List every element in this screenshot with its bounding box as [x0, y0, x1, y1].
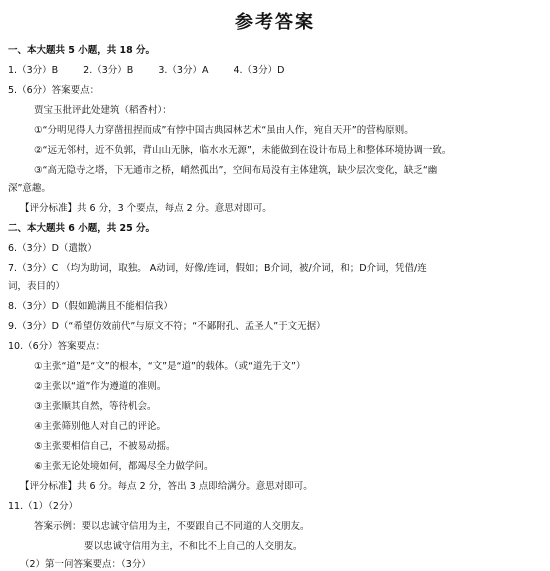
- answer-q2: 2.（3分）B: [83, 65, 134, 76]
- answer-q3: 3.（3分）A: [158, 65, 209, 76]
- q5-point-3: ③“高无隐寺之塔，下无通市之桥，峭然孤出”，空间布局没有主体建筑，缺少层次变化，缺乏“幽: [34, 165, 438, 176]
- q5-point-2: ②“远无邻村，近不负郭，背山山无脉，临水水无源”，未能做到在设计布局上和整体环境协调一致。: [34, 145, 452, 156]
- q5-head: 5.（6分）答案要点：: [8, 85, 100, 96]
- q10-scoring-criteria: 【评分标准】共 6 分。每点 2 分，答出 3 点即给满分。意思对即可。: [20, 481, 313, 492]
- answer-q1: 1.（3分）B: [8, 65, 59, 76]
- q10-point-2: ②主张以“道”作为遵道的准则。: [34, 381, 167, 392]
- q10-point-3: ③主张顺其自然，等待机会。: [34, 401, 157, 412]
- q11-example-1: 答案示例：要以忠诚守信用为主，不要跟自己不同道的人交朋友。: [34, 521, 310, 532]
- q10-point-6: ⑥主张无论处境如何，都竭尽全力做学问。: [34, 461, 214, 472]
- section2-heading: 二、本大题共 6 小题，共 25 分。: [8, 223, 156, 234]
- q10-point-1: ①主张“道”是“文”的根本，“文”是“道”的载体。（或“道先于文”）: [34, 361, 306, 372]
- page-title: 参考答案: [235, 12, 315, 33]
- q5-intro: 贾宝玉批评此处建筑（稻香村）：: [34, 105, 172, 116]
- q9-answer: 9.（3分）D（“希望仿效前代”与原文不符；“不鄙附孔、孟圣人”于文无据）: [8, 321, 326, 332]
- q10-head: 10.（6分）答案要点：: [8, 341, 106, 352]
- mc-answers-row: [8, 64, 306, 77]
- section1-heading: 一、本大题共 5 小题，共 18 分。: [8, 45, 156, 56]
- q10-point-5: ⑤主张要相信自己，不被易动摇。: [34, 441, 176, 452]
- q7-answer-cont: 词，表目的）: [8, 281, 66, 292]
- q5-point-1: ①“分明见得人力穿凿扭捏而成”有悖中国古典园林艺术“虽由人作，宛自天开”的营构原则。: [34, 125, 414, 136]
- answer-q4: 4.（3分）D: [233, 65, 285, 76]
- q5-scoring-criteria: 【评分标准】共 6 分，3 个要点，每点 2 分。意思对即可。: [20, 203, 272, 214]
- q11-head: 11.（1）（2分）: [8, 501, 78, 512]
- q10-point-4: ④主张筛别他人对自己的评论。: [34, 421, 167, 432]
- q6-answer: 6.（3分）D（遣散）: [8, 243, 97, 254]
- q5-point-3-cont: 深”意趣。: [8, 183, 51, 194]
- q7-answer: 7.（3分）C （均为助词，取独。 A动词，好像/连词，假如；B介词，被/介词，和；D介词，凭借/连: [8, 263, 427, 274]
- q8-answer: 8.（3分）D（假如跪满且不能相信我）: [8, 301, 173, 312]
- q11-example-2: 要以忠诚守信用为主，不和比不上自己的人交朋友。: [84, 541, 303, 552]
- q11-part2-head: （2）第一问答案要点：（3分）: [20, 559, 151, 570]
